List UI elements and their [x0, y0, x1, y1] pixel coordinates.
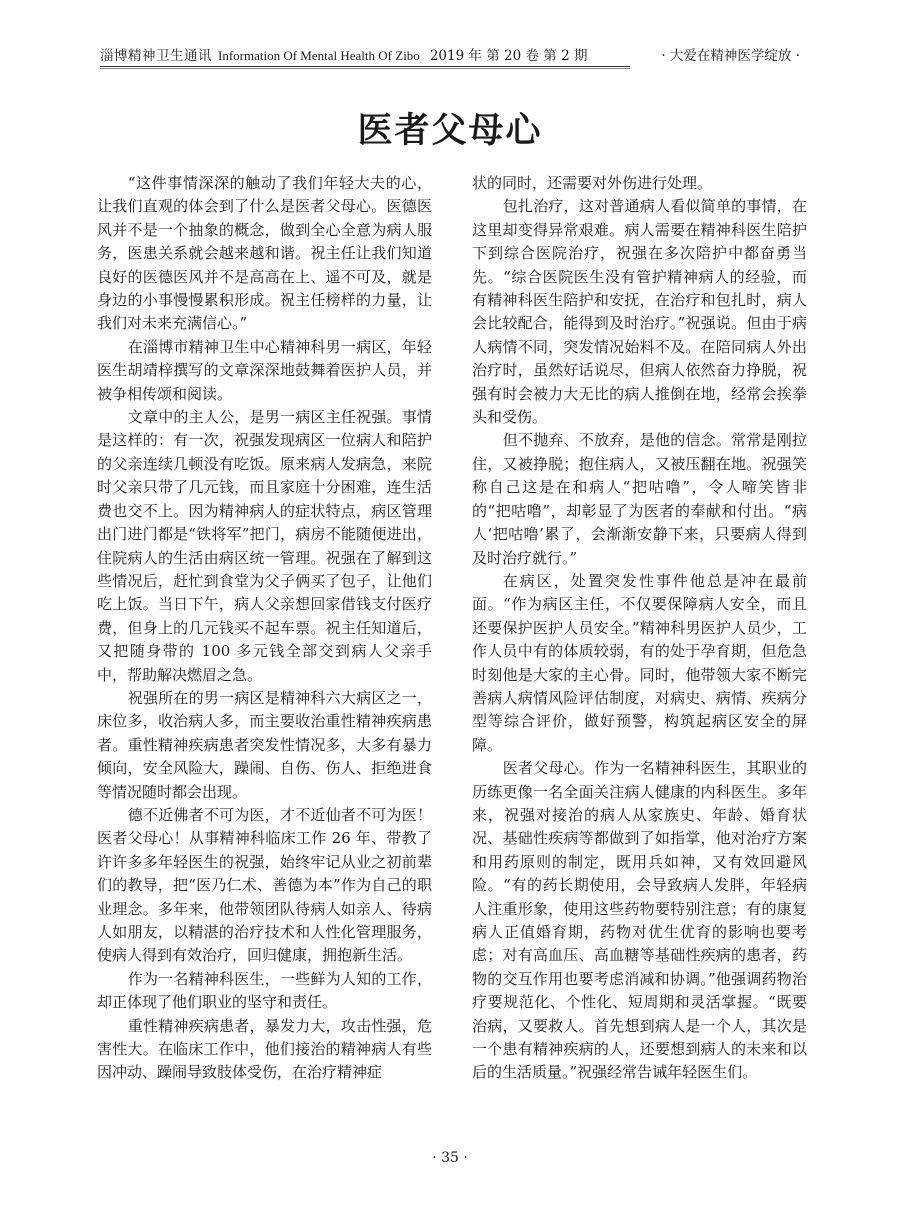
- column-name: · 大爱在精神医学绽放 ·: [661, 48, 800, 64]
- paragraph: 包扎治疗，这对普通病人看似简单的事情，在这里却变得异常艰难。病人需要在精神科医生陪护下到综合医院治疗，祝强在多次陪护中都奋勇当先。“综合医院医生没有管护精神病人的经验，而有精神科医生陪护和安抚，在治疗和包扎时，病人会比较配合，能得到及时治疗。”祝强说。但由于病人病情不同，突发情况始料不及。在陪同病人外出治疗时，虽然好话说尽，但病人依然奋力挣脱，祝强有时会被力大无比的病人推倒在地，经常会挨拳头和受伤。: [472, 197, 807, 427]
- paragraph-continued: 状的同时，还需要对外伤进行处理。: [472, 174, 713, 192]
- paragraph: 文章中的主人公，是男一病区主任祝强。事情是这样的：有一次，祝强发现病区一位病人和陪护的父亲连续几顿没有吃饭。原来病人发病急，来院时父亲只带了几元钱，而且家庭十分困难，连生活费也交不上。因为精神病人的症状特点，病区管理出门进门都是“铁将军”把门，病房不能随便进出，住院病人的生活由病区统一管理。祝强在了解到这些情况后，赶忙到食堂为父子俩买了包子，让他们吃上饭。当日下午，病人父亲想回家借钱支付医疗费，但身上的几元钱买不起车票。祝主任知道后，又把随身带的 100 多元钱全部交到病人父亲手中，帮助解决燃眉之急。: [97, 408, 432, 684]
- paragraph: 医者父母心。作为一名精神科医生，其职业的历练更像一名全面关注病人健康的内科医生。多年来，祝强对接治的病人从家族史、年龄、婚育状况、基础性疾病等都做到了如指掌，他对治疗方案和用药原则的制定，既用兵如神，又有效回避风险。“有的药长期使用，会导致病人发胖，年轻病人注重形象，使用这些药物要特别注意；有的康复病人正值婚育期，药物对优生优育的影响也要考虑；对有高血压、高血糖等基础性疾病的患者，药物的交互作用也要考虑消减和协调。”他强调药物治疗要规范化、个性化、短周期和灵活掌握。“既要治病，又要救人。首先想到病人是一个人，其次是一个患有精神疾病的人，还要想到病人的未来和以后的生活质量。”祝强经常告诫年轻医生们。: [472, 759, 807, 1082]
- header-rule: [100, 66, 630, 67]
- issue-info: 2019 年 第 20 卷 第 2 期: [429, 48, 588, 64]
- paragraph: 作为一名精神科医生，一些鲜为人知的工作，却正体现了他们职业的坚守和责任。: [97, 969, 432, 1012]
- paragraph: 祝强所在的男一病区是精神科六大病区之一，床位多，收治病人多，而主要收治重性精神疾病患者。重性精神疾病患者突发性情况多，大多有暴力倾向，安全风险大，躁闹、自伤、伤人、拒绝进食等情况随时都会出现。: [97, 688, 432, 801]
- right-column: [472, 172, 807, 1085]
- paragraph: 但不抛弃、不放弃，是他的信念。常常是刚拉住，又被挣脱；抱住病人，又被压翻在地。祝强笑称自己这是在和病人“把咕噜”，令人啼笑皆非的“把咕噜”，却彰显了为医者的奉献和付出。“病人‘把咕噜’累了，会渐渐安静下来，只要病人得到及时治疗就行。”: [472, 431, 807, 567]
- header-rule-thin: [100, 68, 630, 69]
- paragraph: 重性精神疾病患者，暴发力大，攻击性强，危害性大。在临床工作中，他们接治的精神病人有些因冲动、躁闹导致肢体受伤，在治疗精神症: [97, 1016, 432, 1082]
- left-column: [97, 172, 432, 1085]
- journal-title-en: Information Of Mental Health Of Zibo: [218, 48, 420, 63]
- paragraph: “这件事情深深的触动了我们年轻大夫的心，让我们直观的体会到了什么是医者父母心。医德医风并不是一个抽象的概念，做到全心全意为病人服务，医患关系就会越来越和谐。祝主任让我们知道良好的医德医风并不是高高在上、遥不可及，就是身边的小事慢慢累积形成。祝主任榜样的力量，让我们对未来充满信心。”: [97, 174, 432, 333]
- paragraph: 在淄博市精神卫生中心精神科男一病区，年轻医生胡靖梓撰写的文章深深地鼓舞着医护人员，并被争相传颂和阅读。: [97, 337, 432, 403]
- page-number: · 35 ·: [432, 1150, 468, 1166]
- running-header: [100, 42, 800, 66]
- paragraph: 德不近佛者不可为医，才不近仙者不可为医！医者父母心！从事精神科临床工作 26 年、带教了许许多多年轻医生的祝强，始终牢记从业之初前辈们的教导，把“医乃仁术、善德为本”作为自己的职业理念。多年来，他带领团队待病人如亲人、待病人如朋友，以精湛的治疗技术和人性化管理服务，使病人得到有效治疗，回归健康，拥抱新生活。: [97, 805, 432, 965]
- paragraph: 在病区，处置突发性事件他总是冲在最前面。“作为病区主任，不仅要保障病人安全，而且还要保护医护人员安全。”精神科男医护人员少，工作人员中有的体质较弱，有的处于孕育期，但危急时刻他是大家的主心骨。同时，他带领大家不断完善病人病情风险评估制度，对病史、病情、疾病分型等综合评价，做好预警，构筑起病区安全的屏障。: [472, 571, 807, 754]
- article-title: 医者父母心: [357, 111, 543, 151]
- journal-title-cn: 淄博精神卫生通讯: [100, 48, 212, 64]
- header-journal-info: [100, 44, 587, 64]
